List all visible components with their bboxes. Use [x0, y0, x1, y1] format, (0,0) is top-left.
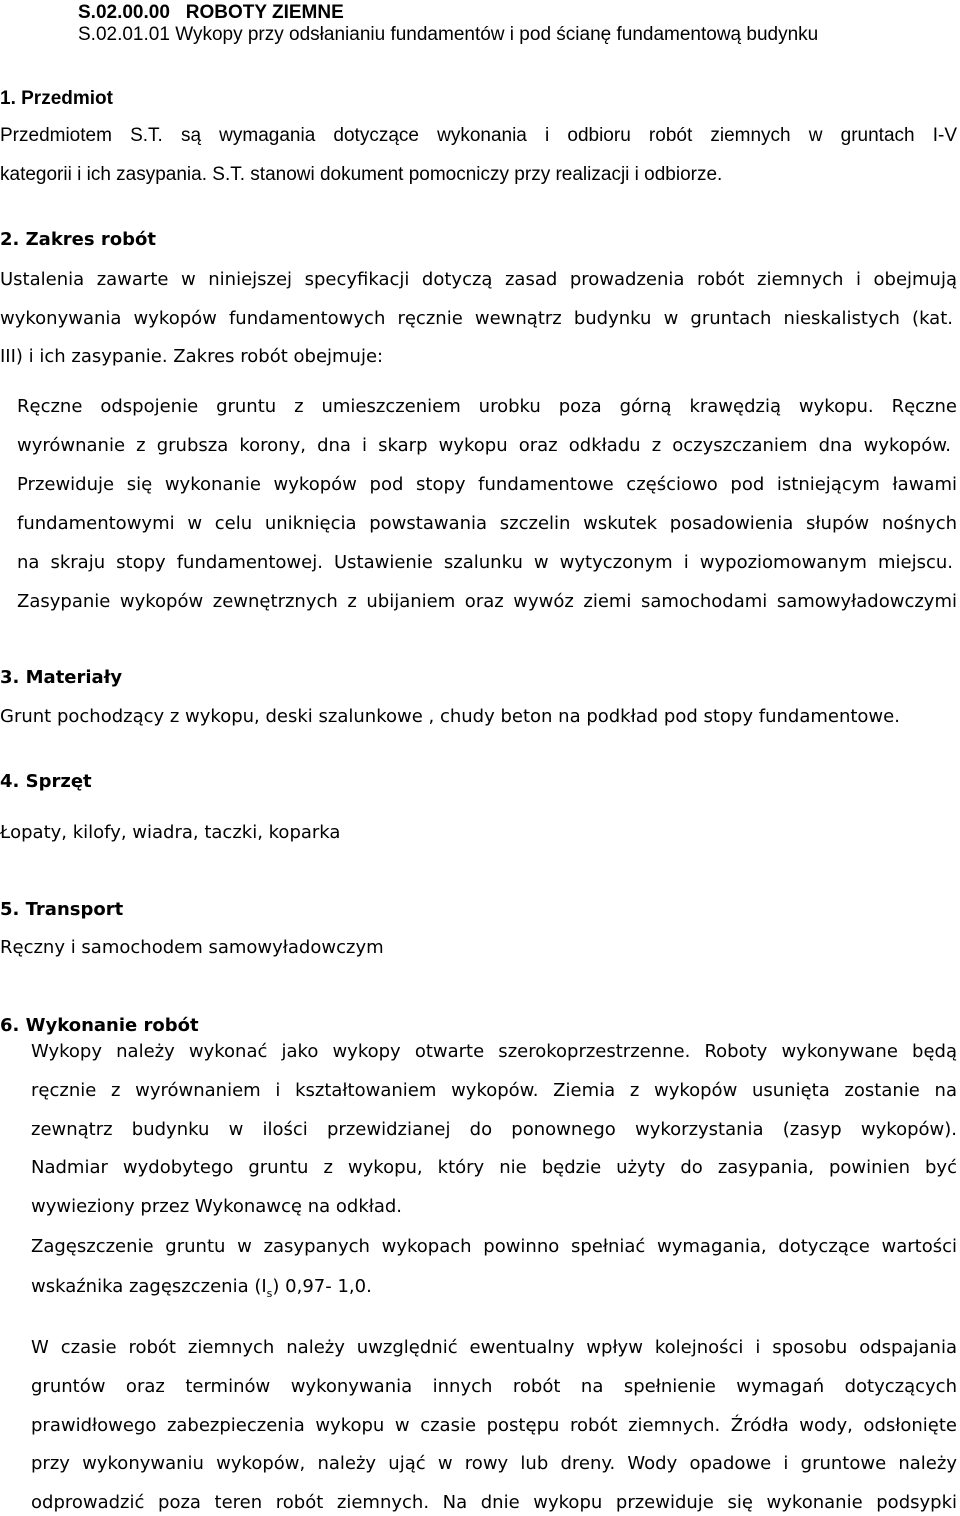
section-5-heading: 5. Transport: [0, 899, 124, 920]
section-3-text: Grunt pochodzący z wykopu, deski szalunkowe , chudy beton na podkład pod stopy fundamentowe.: [0, 706, 900, 727]
section-1-heading: 1. Przedmiot: [0, 88, 113, 109]
section-6-line: W czasie robót ziemnych należy uwzględnić ewentualny wpływ kolejności i sposobu odspajania: [31, 1337, 957, 1358]
section-1-line: Przedmiotem S.T. są wymagania dotyczące wykonania i odbioru robót ziemnych w gruntach I-V: [0, 125, 957, 146]
section-2-scope-line: na skraju stopy fundamentowej. Ustawienie szalunku w wytyczonym i wypoziomowanym miejscu.: [17, 552, 953, 573]
section-1-line: kategorii i ich zasypania. S.T. stanowi dokument pomocniczy przy realizacji i odbiorze.: [0, 164, 723, 185]
section-6-line: odprowadzić poza teren robót ziemnych. Na dnie wykopu przewiduje się wykonanie podsypki: [31, 1492, 957, 1513]
section-6-line: przy wykonywaniu wykopów, należy ująć w rowy lub dreny. Wody opadowe i gruntowe należy: [31, 1453, 957, 1474]
section-6-line: ręcznie z wyrównaniem i kształtowaniem wykopów. Ziemia z wykopów usunięta zostanie na: [31, 1080, 957, 1101]
section-2-scope-line: Zasypanie wykopów zewnętrznych z ubijaniem oraz wywóz ziemi samochodami samowyładowczymi: [17, 591, 957, 612]
section-3-heading: 3. Materiały: [0, 667, 123, 688]
section-6-line: Wykopy należy wykonać jako wykopy otwarte szerokoprzestrzenne. Roboty wykonywane będą: [31, 1041, 957, 1062]
section-2-intro-line: Ustalenia zawarte w niniejszej specyfikacji dotyczą zasad prowadzenia robót ziemnych i obejmują: [0, 269, 957, 290]
spec-title: ROBOTY ZIEMNE: [185, 2, 344, 23]
spec-code: S.02.00.00 ROBOTY ZIEMNE: [78, 2, 344, 23]
section-2-intro-line: III) i ich zasypanie. Zakres robót obejmuje:: [0, 346, 384, 367]
section-6-line: wywieziony przez Wykonawcę na odkład.: [31, 1196, 403, 1217]
section-6-line: zewnątrz budynku w ilości przewidzianej do ponownego wykorzystania (zasyp wykopów).: [31, 1119, 957, 1140]
section-6-line: gruntów oraz terminów wykonywania innych robót na spełnienie wymagań dotyczących: [31, 1376, 957, 1397]
section-6-heading: 6. Wykonanie robót: [0, 1015, 199, 1036]
section-6-compaction-index: wskaźnika zagęszczenia $(I_s)$ 0,97- 1,0.: [31, 1276, 372, 1300]
section-2-scope-line: wyrównanie z grubsza korony, dna i skarp wykopu oraz odkładu z oczyszczaniem dna wykopów.: [17, 435, 951, 456]
section-6-compaction-line: Zagęszczenie gruntu w zasypanych wykopach powinno spełniać wymagania, dotyczące wartości: [31, 1236, 957, 1257]
section-5-text: Ręczny i samochodem samowyładowczym: [0, 937, 384, 958]
section-2-intro-line: wykonywania wykopów fundamentowych ręcznie wewnątrz budynku w gruntach nieskalistych (kat.: [0, 308, 953, 329]
section-4-heading: 4. Sprzęt: [0, 771, 92, 792]
section-2-heading: 2. Zakres robót: [0, 229, 156, 250]
section-6-line: Nadmiar wydobytego gruntu z wykopu, który nie będzie użyty do zasypania, powinien być: [31, 1157, 957, 1178]
spec-subtitle: S.02.01.01 Wykopy przy odsłanianiu fundamentów i pod ścianę fundamentową budynku: [78, 24, 819, 45]
section-2-scope-line: Przewiduje się wykonanie wykopów pod stopy fundamentowe częściowo pod istniejącym ławami: [17, 474, 957, 495]
section-6-line: prawidłowego zabezpieczenia wykopu w czasie postępu robót ziemnych. Źródła wody, odsłonięte: [31, 1415, 957, 1436]
section-2-scope-line: fundamentowymi w celu uniknięcia powstawania szczelin wskutek posadowienia słupów nośnych: [17, 513, 957, 534]
section-4-text: Łopaty, kilofy, wiadra, taczki, koparka: [0, 822, 341, 843]
section-2-scope-line: Ręczne odspojenie gruntu z umieszczeniem urobku poza górną krawędzią wykopu. Ręczne: [17, 396, 957, 417]
